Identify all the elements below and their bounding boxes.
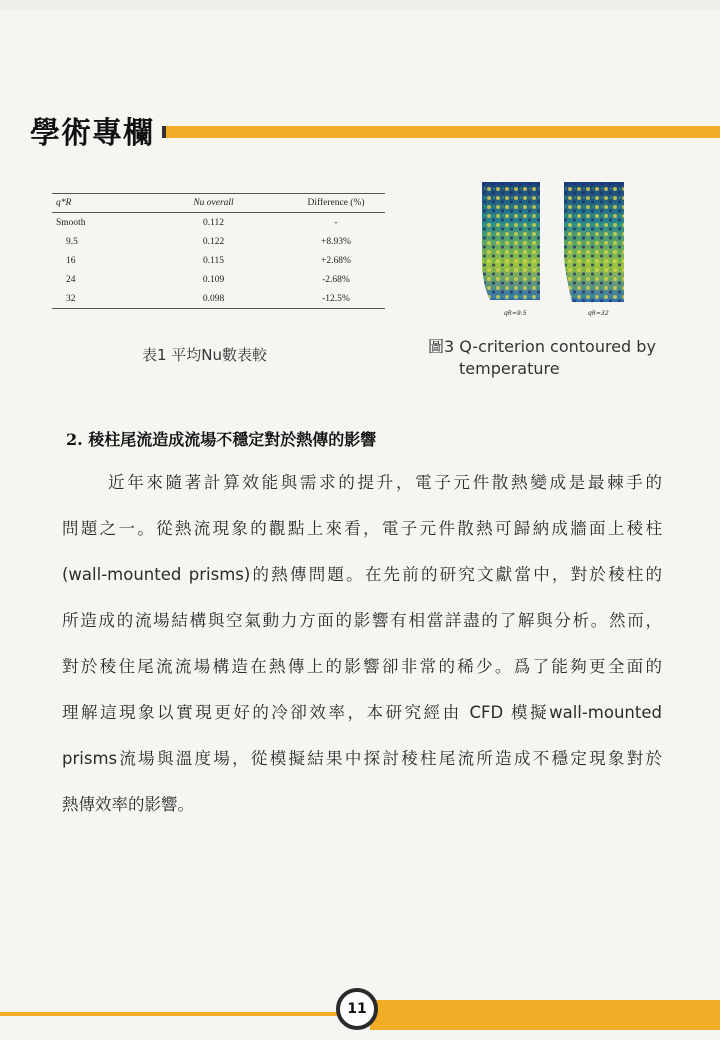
table-caption: 表1 平均Nu數表較	[142, 346, 268, 364]
figure-caption-line: temperature	[459, 359, 560, 378]
table-cell: 32	[52, 289, 140, 309]
table-cell: 0.109	[202, 274, 225, 285]
page-number: 11	[336, 988, 378, 1030]
table-row	[52, 289, 385, 309]
table-cell: +8.93%	[321, 236, 351, 247]
title-accent-tick	[162, 126, 166, 138]
table-cell: 0.098	[140, 289, 287, 309]
table-header-row	[52, 194, 385, 213]
table-cell: -2.68%	[322, 274, 350, 285]
figure-label: qR=32	[588, 310, 609, 317]
figure-caption	[428, 336, 688, 380]
results-table	[52, 193, 385, 309]
paragraph-line: 對於稜住尾流流場構造在熱傳上的影響卻非常的稀少。爲了能夠更全面的	[62, 657, 662, 676]
q-criterion-figure	[478, 178, 630, 324]
table-row	[52, 232, 385, 251]
figure-label: qR=9.5	[504, 310, 527, 317]
section-heading: 2. 稜柱尾流造成流場不穩定對於熱傳的影響	[66, 430, 377, 449]
table-cell: -12.5%	[287, 289, 385, 309]
title-accent-bar	[162, 126, 720, 138]
table-cell: +2.68%	[321, 255, 351, 266]
table-row	[52, 213, 385, 233]
table-cell: 0.112	[202, 217, 225, 228]
table-cell: 9.5	[66, 236, 78, 247]
table-header: Nu overall	[140, 194, 287, 213]
footer-accent-band	[370, 1000, 720, 1030]
table-cell: 24	[66, 274, 76, 285]
top-band	[0, 0, 720, 10]
body-paragraph	[62, 464, 662, 832]
table-row	[52, 270, 385, 289]
left-plot	[482, 182, 540, 300]
figure-caption-line: 圖3 Q-criterion contoured by	[428, 337, 656, 356]
paragraph-line: 熱傳效率的影響。	[62, 795, 194, 814]
table-header: Difference (%)	[287, 194, 385, 213]
footer-accent-line	[0, 1012, 345, 1016]
table-header: q*R	[52, 194, 140, 213]
paragraph-line: 理解這現象以實現更好的冷卻效率，本研究經由 CFD 模擬wall-mounted	[62, 703, 662, 722]
section-title: 學術專欄	[30, 116, 154, 151]
paragraph-line: 近年來隨著計算效能與需求的提升，電子元件散熱變成是最棘手的	[108, 473, 662, 492]
paragraph-line: 所造成的流場結構與空氣動力方面的影響有相當詳盡的了解與分析。然而，	[62, 611, 662, 630]
paragraph-line: (wall-mounted prisms)的熱傳問題。在先前的研究文獻當中，對於稜柱的	[62, 565, 662, 584]
table-cell: Smooth	[56, 217, 86, 228]
table-cell: 0.122	[202, 236, 225, 247]
table-cell: -	[334, 217, 338, 228]
table-row	[52, 251, 385, 270]
paragraph-line: 問題之一。從熱流現象的觀點上來看，電子元件散熱可歸納成牆面上稜柱	[62, 519, 662, 538]
table-cell: 16	[66, 255, 76, 266]
table-cell: 0.115	[202, 255, 225, 266]
right-plot	[564, 182, 624, 302]
paragraph-line: prisms流場與溫度場，從模擬結果中探討稜柱尾流所造成不穩定現象對於	[62, 749, 662, 768]
